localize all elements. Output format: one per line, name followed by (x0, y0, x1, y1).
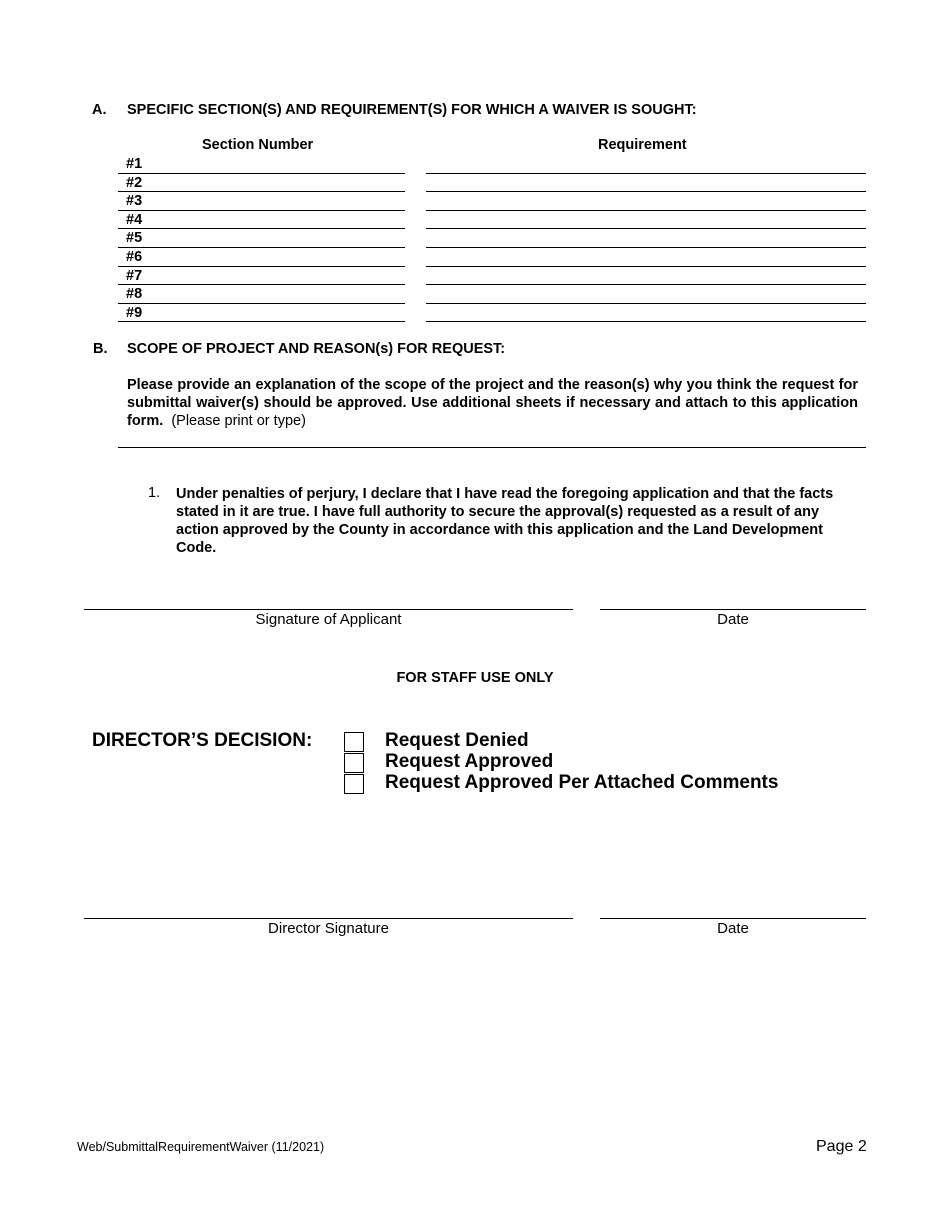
denied-label: Request Denied (385, 730, 529, 751)
director-signature-label: Director Signature (268, 920, 389, 937)
section-a-letter: A. (92, 102, 107, 118)
approved-with-comments-label: Request Approved Per Attached Comments (385, 772, 779, 793)
directors-decision-label: DIRECTOR’S DECISION: (92, 730, 313, 751)
row-number: #9 (126, 304, 143, 321)
section-a-title: SPECIFIC SECTION(S) AND REQUIREMENT(S) FOR WHICH A WAIVER IS SOUGHT: (127, 102, 697, 118)
table-row (0, 174, 950, 193)
declaration-number: 1. (148, 485, 161, 501)
row-number: #8 (126, 286, 143, 303)
table-row (0, 229, 950, 248)
section-b-instructions (127, 376, 858, 430)
section-b-letter: B. (93, 341, 108, 357)
approved-with-comments-checkbox[interactable] (344, 774, 364, 794)
table-row (0, 304, 950, 323)
requirement-field[interactable] (426, 321, 866, 322)
row-number: #1 (126, 156, 143, 172)
table-row (0, 267, 950, 286)
approved-label: Request Approved (385, 751, 554, 772)
row-number: #5 (126, 230, 143, 247)
table-row (0, 192, 950, 211)
applicant-signature-line[interactable] (84, 609, 573, 610)
table-row (0, 248, 950, 267)
staff-use-heading: FOR STAFF USE ONLY (396, 670, 554, 686)
applicant-date-line[interactable] (600, 609, 866, 610)
row-number: #2 (126, 174, 143, 191)
applicant-signature-label: Signature of Applicant (255, 611, 402, 628)
applicant-date-label: Date (717, 611, 749, 628)
table-row (0, 155, 950, 174)
director-date-line[interactable] (600, 918, 866, 919)
row-number: #6 (126, 249, 143, 265)
approved-checkbox[interactable] (344, 753, 364, 773)
denied-checkbox[interactable] (344, 732, 364, 752)
declaration-text: Under penalties of perjury, I declare that I have read the foregoing application and that the facts stated in it are true. I have full authority to secure the approval(s) requested as a result of any action approved by the County in accordance with this application and the Land Development Code. (176, 486, 834, 556)
section-number-header: Section Number (202, 137, 314, 153)
table-row (0, 211, 950, 230)
section-number-field[interactable] (118, 321, 405, 322)
row-number: #4 (126, 211, 143, 228)
row-number: #7 (126, 267, 143, 284)
explanation-field[interactable] (118, 447, 866, 448)
table-row (0, 285, 950, 304)
row-number: #3 (126, 193, 143, 210)
director-date-label: Date (717, 920, 749, 937)
instruction-bold-text: Please provide an explanation of the scope of the project and the reason(s) why you think the request for submittal waiver(s) should be approved. Use additional sheets if necessary and attach to this application form. (127, 377, 858, 429)
instruction-note: (Please print or type) (171, 413, 306, 429)
requirement-header: Requirement (598, 137, 687, 153)
page-number: Page 2 (816, 1138, 867, 1155)
form-id: Web/SubmittalRequirementWaiver (11/2021) (77, 1140, 325, 1154)
section-b-title: SCOPE OF PROJECT AND REASON(s) FOR REQUEST: (127, 341, 506, 357)
director-signature-line[interactable] (84, 918, 573, 919)
